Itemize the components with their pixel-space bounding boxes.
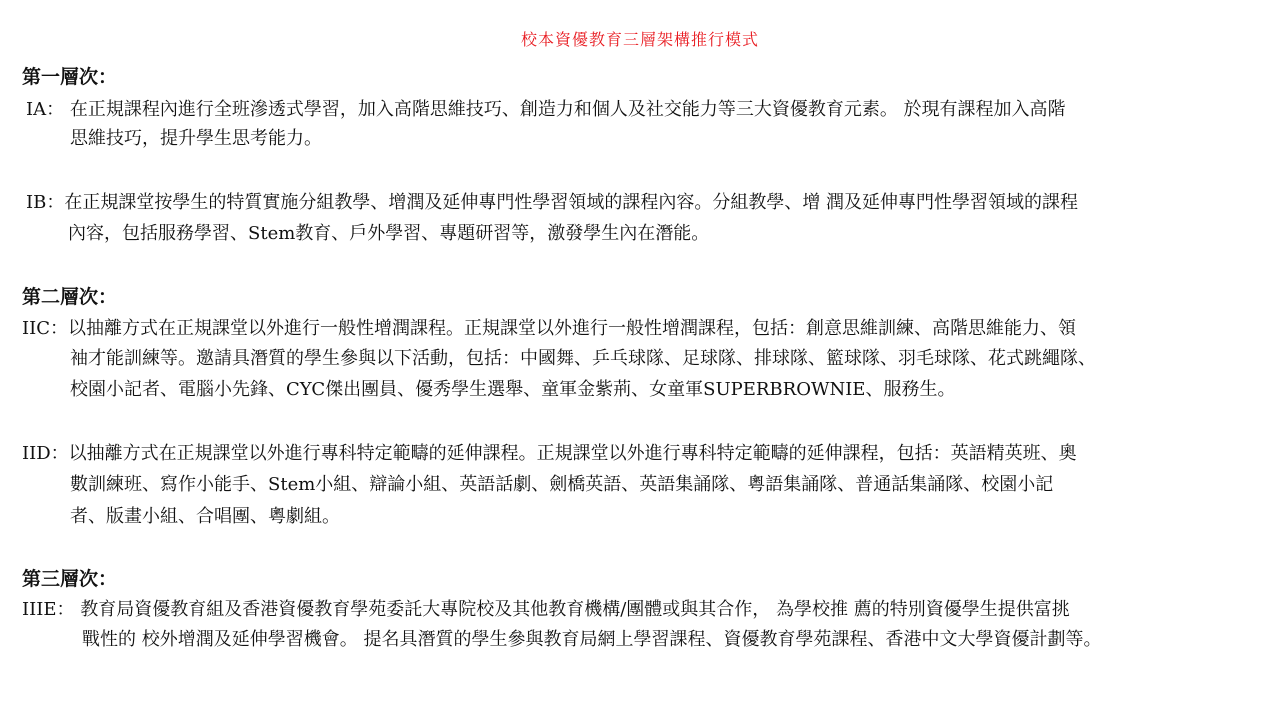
iiie-line2: 戰性的 校外增潤及延伸學習機會。 提名具潛質的學生參與教育局網上學習課程、資優教育學苑課程、香港中文大學資優計劃等。 <box>82 629 1102 650</box>
level2-heading: 第二層次： <box>22 286 118 308</box>
iic-line2: 袖才能訓練等。邀請具潛質的學生參與以下活動，包括：中國舞、乒乓球隊、足球隊、排球隊、籃球隊、羽毛球隊、花式跳繩隊、 <box>70 348 1096 369</box>
iid-line1: IID：以抽離方式在正規課堂以外進行專科特定範疇的延伸課程。正規課堂以外進行專科特定範疇的延伸課程，包括：英語精英班、奧 <box>22 443 1077 464</box>
level3-heading: 第三層次： <box>22 568 118 590</box>
iid-line3: 者、版畫小組、合唱團、粵劇組。 <box>70 506 340 527</box>
ia-line2: 思維技巧，提升學生思考能力。 <box>70 128 322 149</box>
ib-line2: 內容，包括服務學習、Stem教育、戶外學習、專題研習等，激發學生內在潛能。 <box>68 223 710 244</box>
iic-line3: 校園小記者、電腦小先鋒、CYC傑出團員、優秀學生選舉、童軍金紫荊、女童軍SUPERBROWNIE、服務生。 <box>70 379 956 400</box>
ib-line1: IB：在正規課堂按學生的特質實施分組教學、增潤及延伸專門性學習領域的課程內容。分組教學、增 潤及延伸專門性學習領域的課程 <box>26 192 1079 213</box>
iic-line1: IIC：以抽離方式在正規課堂以外進行一般性增潤課程。正規課堂以外進行一般性增潤課程，包括：創意思維訓練、高階思維能力、領 <box>22 318 1076 339</box>
ia-line1: IA： 在正規課程內進行全班滲透式學習，加入高階思維技巧、創造力和個人及社交能力等三大資優教育元素。 於現有課程加入高階 <box>26 99 1066 120</box>
page-title: 校本資優教育三層架構推行模式 <box>520 30 759 49</box>
iid-line2: 數訓練班、寫作小能手、Stem小組、辯論小組、英語話劇、劍橋英語、英語集誦隊、粵語集誦隊、普通話集誦隊、校園小記 <box>70 474 1054 495</box>
level1-heading: 第一層次： <box>22 66 118 88</box>
iiie-line1: IIIE： 教育局資優教育組及香港資優教育學苑委託大專院校及其他教育機構/團體或與其合作， 為學校推 薦的特別資優學生提供富挑 <box>22 599 1070 620</box>
